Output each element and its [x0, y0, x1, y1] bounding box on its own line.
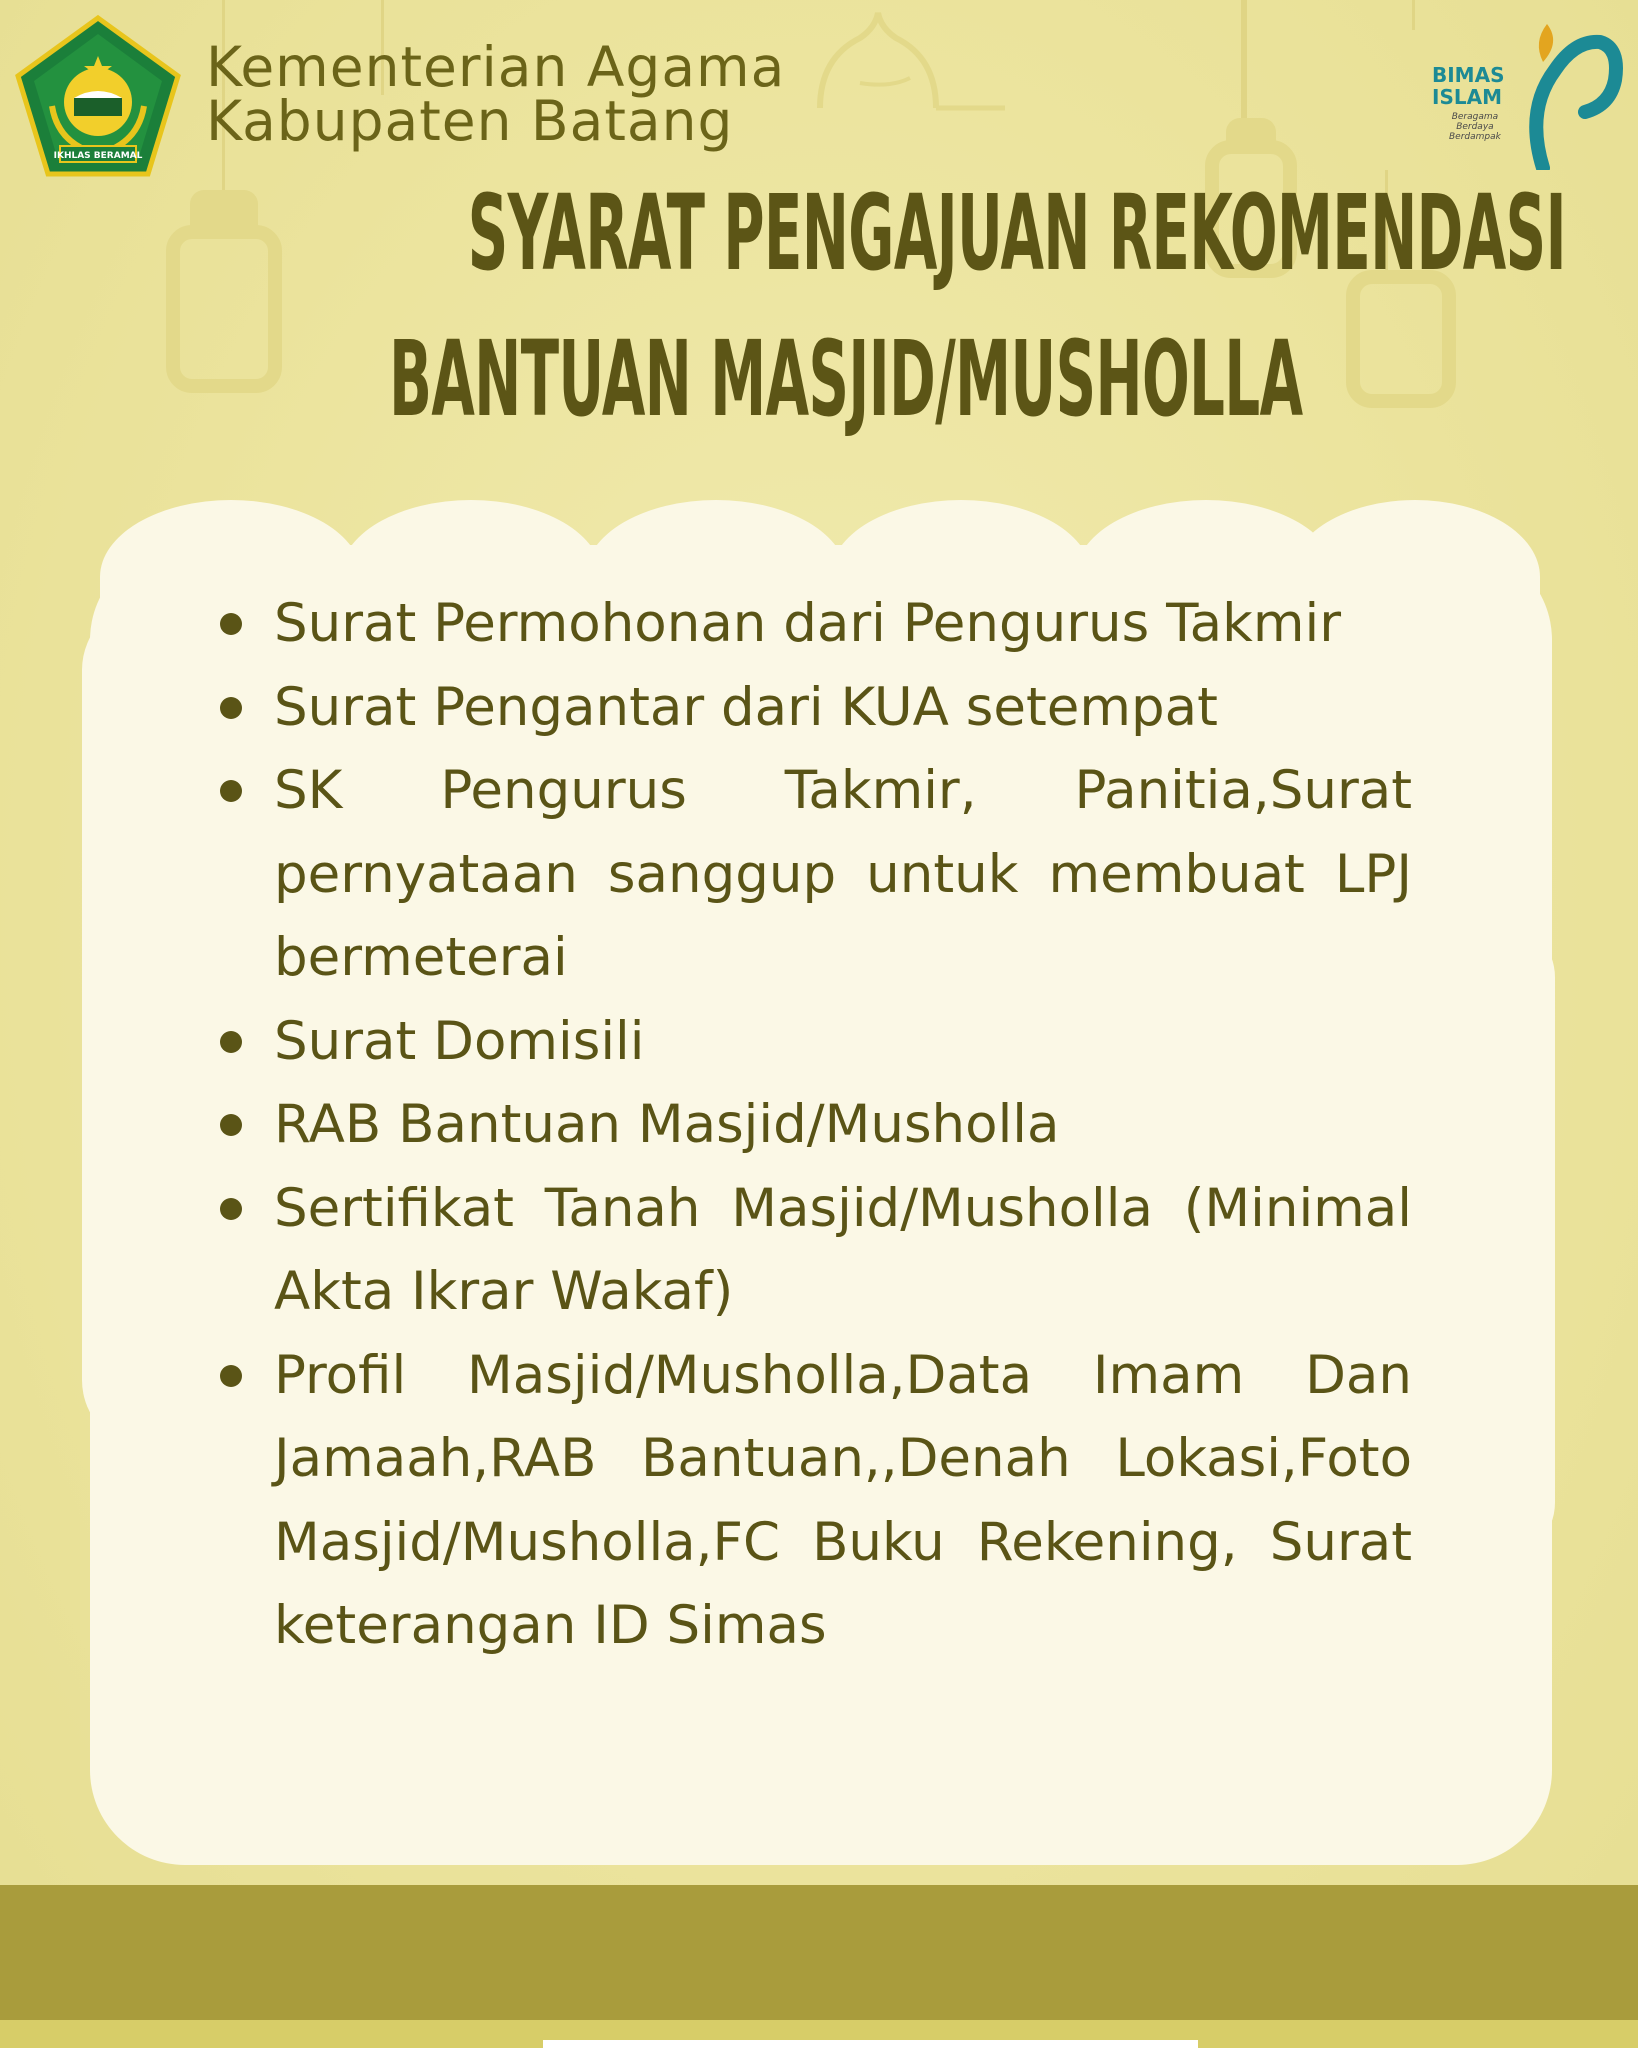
list-item: Surat Permohonan dari Pengurus Takmir — [218, 582, 1412, 666]
footer-bar — [543, 2040, 1198, 2048]
card-side-bulge — [1440, 920, 1555, 1560]
lantern-string — [1412, 0, 1415, 30]
mosque-dome-outline-icon — [760, 8, 1010, 118]
list-item: Surat Pengantar dari KUA setempat — [218, 666, 1412, 750]
org-name-line2: Kabupaten Batang — [206, 89, 734, 153]
lantern-string — [1244, 0, 1247, 130]
bimas-line2: ISLAM — [1432, 85, 1502, 109]
bimas-tag2: Berdaya — [1456, 122, 1494, 132]
card-side-bulge — [82, 600, 222, 1450]
list-item: RAB Bantuan Masjid/Musholla — [218, 1083, 1412, 1167]
list-item: SK Pengurus Takmir, Panitia,Surat pernyataan sanggup untuk membuat LPJ bermeterai — [218, 749, 1412, 1000]
organization-name — [206, 35, 786, 153]
org-name-line1: Kementerian Agama — [206, 35, 786, 99]
bimas-tag1: Beragama — [1451, 112, 1499, 122]
bimas-islam-wordmark — [1432, 64, 1504, 108]
list-item: Surat Domisili — [218, 1000, 1412, 1084]
list-item: Profil Masjid/Musholla,Data Imam Dan Jamaah,RAB Bantuan,,Denah Lokasi,Foto Masjid/Musholla,FC Buku Rekening, Surat keterangan ID Simas — [218, 1334, 1412, 1668]
page-title — [0, 160, 1638, 452]
requirements-list — [218, 582, 1412, 1668]
bimas-line1: BIMAS — [1432, 63, 1505, 87]
title-line1: SYARAT PENGAJUAN REKOMENDASI — [467, 172, 1566, 294]
title-line2: BANTUAN MASJID/MUSHOLLA — [389, 318, 1303, 440]
kemenag-motto: IKHLAS BERAMAL — [53, 151, 143, 161]
bimas-tagline — [1449, 112, 1501, 142]
list-item: Sertifikat Tanah Masjid/Musholla (Minimal Akta Ikrar Wakaf) — [218, 1167, 1412, 1334]
bimas-tag3: Berdampak — [1449, 132, 1501, 142]
footer-band — [0, 1885, 1638, 2020]
